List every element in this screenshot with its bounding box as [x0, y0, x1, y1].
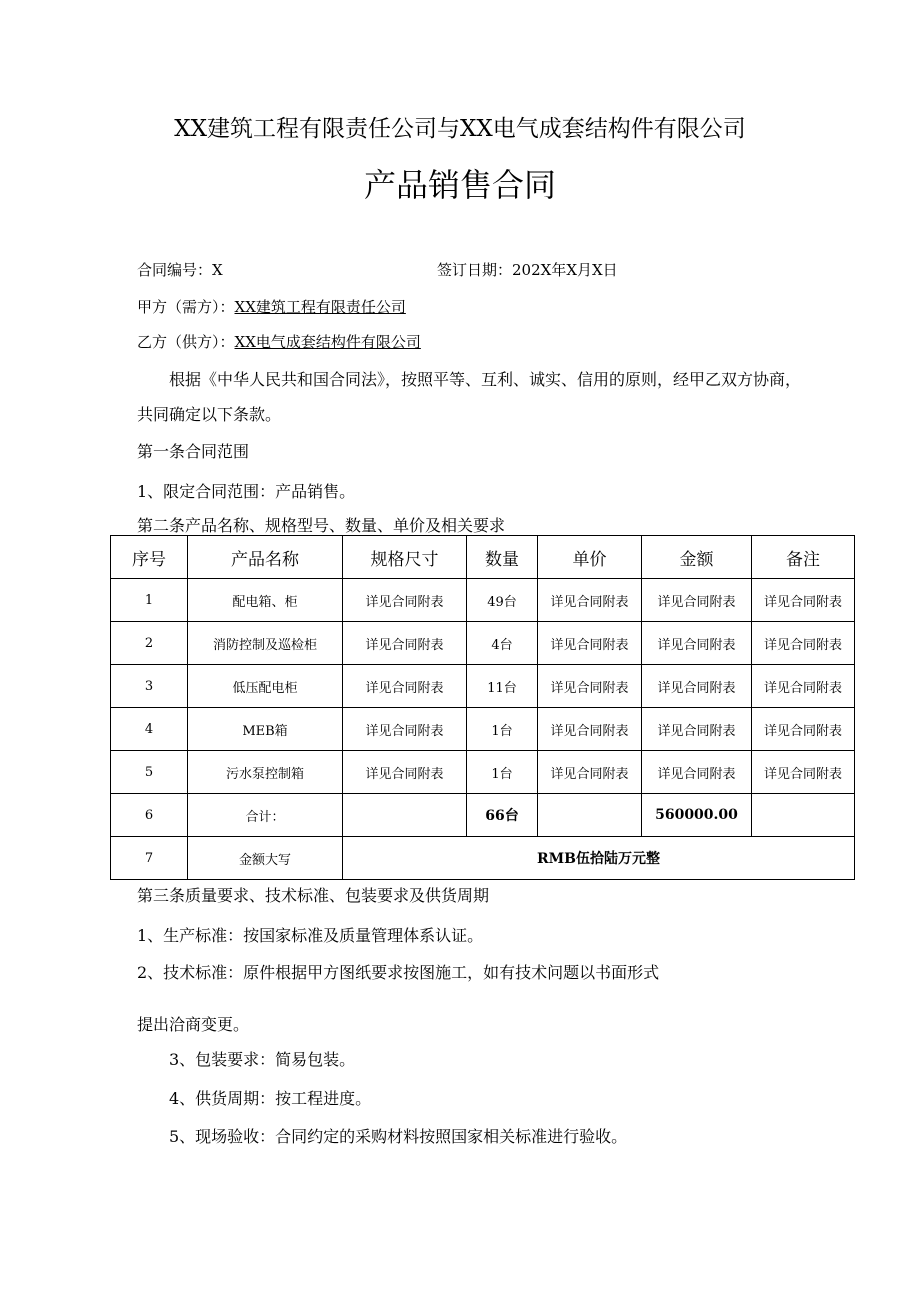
party-a-name: XX建筑工程有限责任公司	[234, 298, 406, 316]
table-cell: 1	[111, 579, 188, 622]
article-3-heading: 第三条质量要求、技术标准、包装要求及供货周期	[137, 886, 490, 905]
table-cell: 详见合同附表	[343, 665, 467, 708]
table-cell: 详见合同附表	[752, 579, 855, 622]
table-cell: 低压配电柜	[188, 665, 343, 708]
table-cell: 污水泵控制箱	[188, 751, 343, 794]
article-3-item-2-line-1: 2、技术标准：原件根据甲方图纸要求按图施工，如有技术问题以书面形式	[137, 963, 660, 982]
table-row	[111, 708, 855, 751]
table-cell: 详见合同附表	[642, 579, 752, 622]
table-cell: 1台	[467, 751, 538, 794]
article-1-heading: 第一条合同范围	[137, 442, 250, 461]
table-cell: 详见合同附表	[642, 622, 752, 665]
article-3-item-1: 1、生产标准：按国家标准及质量管理体系认证。	[137, 926, 484, 945]
article-3-item-2-line-2: 提出洽商变更。	[137, 1015, 250, 1034]
sign-date-value: 202X年X月X日	[512, 261, 618, 279]
article-1-item-1: 1、限定合同范围：产品销售。	[137, 482, 356, 501]
table-cell: 详见合同附表	[752, 665, 855, 708]
table-cell-empty	[538, 794, 642, 837]
total-quantity: 66台	[467, 794, 538, 837]
intro-line-1: 根据《中华人民共和国合同法》，按照平等、互利、诚实、信用的原则，经甲乙双方协商，	[169, 370, 802, 389]
table-cell: 配电箱、柜	[188, 579, 343, 622]
table-cell: 49台	[467, 579, 538, 622]
contract-title-parties: XX建筑工程有限责任公司与XX电气成套结构件有限公司	[174, 116, 746, 142]
intro-line-2: 共同确定以下条款。	[137, 405, 282, 424]
amount-words-label: 金额大写	[188, 837, 343, 880]
table-cell: 详见合同附表	[752, 708, 855, 751]
party-b-label: 乙方（供方）：	[137, 333, 235, 351]
table-cell: 详见合同附表	[642, 708, 752, 751]
table-cell: 详见合同附表	[752, 622, 855, 665]
table-cell: MEB箱	[188, 708, 343, 751]
table-header-row	[111, 536, 855, 579]
table-amount-words-row	[111, 837, 855, 880]
table-cell: 详见合同附表	[343, 579, 467, 622]
table-cell: 3	[111, 665, 188, 708]
table-cell: 详见合同附表	[538, 579, 642, 622]
table-cell: 详见合同附表	[642, 751, 752, 794]
table-cell: 5	[111, 751, 188, 794]
table-cell-empty	[343, 794, 467, 837]
sign-date-label: 签订日期：	[437, 261, 513, 279]
table-cell: 详见合同附表	[343, 622, 467, 665]
table-cell: 详见合同附表	[538, 622, 642, 665]
table-header: 金额	[642, 536, 752, 579]
contract-title: 产品销售合同	[363, 166, 556, 204]
table-header: 数量	[467, 536, 538, 579]
table-cell: 11台	[467, 665, 538, 708]
table-cell: 消防控制及巡检柜	[188, 622, 343, 665]
article-3-item-4: 4、供货周期：按工程进度。	[169, 1089, 372, 1108]
table-cell: 7	[111, 837, 188, 880]
contract-number-label: 合同编号：	[137, 261, 213, 279]
table-row	[111, 622, 855, 665]
total-amount: 560000.00	[642, 794, 752, 837]
table-cell: 4台	[467, 622, 538, 665]
product-table	[110, 535, 855, 880]
party-b	[137, 331, 421, 352]
article-3-item-5: 5、现场验收：合同约定的采购材料按照国家相关标准进行验收。	[169, 1127, 628, 1146]
table-cell: 1台	[467, 708, 538, 751]
table-cell: 详见合同附表	[642, 665, 752, 708]
party-a-label: 甲方（需方）：	[137, 298, 235, 316]
table-cell: 2	[111, 622, 188, 665]
total-label: 合计：	[188, 794, 343, 837]
contract-number	[137, 259, 223, 280]
table-cell: 详见合同附表	[538, 708, 642, 751]
article-2-heading: 第二条产品名称、规格型号、数量、单价及相关要求	[137, 516, 506, 535]
table-cell-empty	[752, 794, 855, 837]
table-cell: 详见合同附表	[343, 708, 467, 751]
table-cell: 4	[111, 708, 188, 751]
table-cell: 详见合同附表	[343, 751, 467, 794]
table-row	[111, 579, 855, 622]
table-total-row	[111, 794, 855, 837]
party-b-name: XX电气成套结构件有限公司	[234, 333, 421, 351]
table-header: 序号	[111, 536, 188, 579]
table-cell: 详见合同附表	[752, 751, 855, 794]
table-cell: 6	[111, 794, 188, 837]
table-row	[111, 751, 855, 794]
table-header: 产品名称	[188, 536, 343, 579]
article-3-item-3: 3、包装要求：简易包装。	[169, 1050, 356, 1069]
table-row	[111, 665, 855, 708]
table-header: 备注	[752, 536, 855, 579]
table-header: 单价	[538, 536, 642, 579]
sign-date	[437, 259, 618, 280]
contract-number-value: X	[212, 261, 223, 279]
table-header: 规格尺寸	[343, 536, 467, 579]
table-cell: 详见合同附表	[538, 665, 642, 708]
party-a	[137, 296, 406, 317]
table-cell: 详见合同附表	[538, 751, 642, 794]
amount-words-value: RMB伍拾陆万元整	[343, 837, 855, 880]
